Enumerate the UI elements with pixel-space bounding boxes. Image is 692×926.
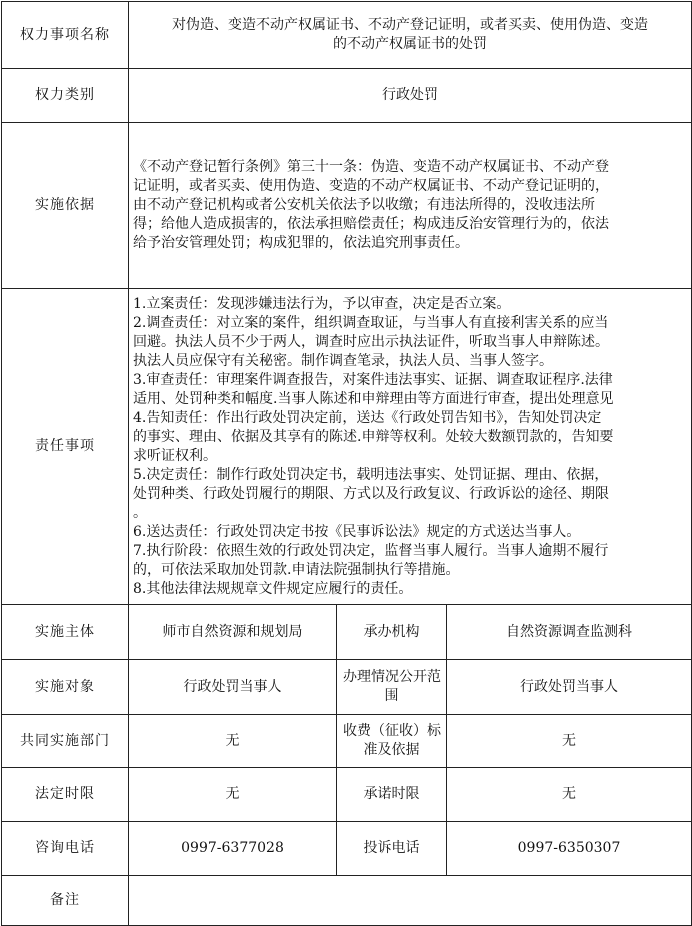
responsibility-line: 执法人员应保守有关秘密。制作调查笔录，执法人员、当事人签字。 (133, 352, 553, 369)
basis-line: 《不动产登记暂行条例》第三十一条：伪造、变造不动产权属证书、不动产登 (133, 159, 609, 175)
row-deadline (2, 768, 692, 822)
label-category: 权力类别 (2, 69, 129, 123)
row-remark (2, 876, 692, 926)
row-category (2, 69, 692, 123)
row-target (2, 660, 692, 715)
label-legal-deadline: 法定时限 (2, 768, 129, 822)
responsibility-line: 求听证权利。 (133, 447, 217, 464)
item-name-line: 对伪造、变造不动产权属证书、不动产登记证明，或者买卖、使用伪造、变造 (172, 17, 648, 33)
value-basis (129, 123, 692, 289)
label-basis: 实施依据 (2, 123, 129, 289)
disclosure-scope-line: 围 (384, 688, 399, 704)
label-target: 实施对象 (2, 660, 129, 715)
label-item-name: 权力事项名称 (2, 2, 129, 69)
value-promised-deadline: 无 (447, 768, 692, 822)
disclosure-scope-line: 办理情况公开范 (343, 669, 441, 685)
row-item-name (2, 2, 692, 69)
value-responsibility (129, 289, 692, 605)
label-disclosure-scope (337, 660, 447, 715)
value-remark (129, 876, 692, 926)
responsibility-line: 8.其他法律法规规章文件规定应履行的责任。 (133, 580, 413, 597)
value-disclosure-scope: 行政处罚当事人 (447, 660, 692, 715)
responsibility-line: 6.送达责任：行政处罚决定书按《民事诉讼法》规定的方式送达当事人。 (133, 523, 581, 540)
basis-line: 由不动产登记机构或者公安机关依法予以收缴；有违法所得的，没收违法所 (133, 197, 595, 213)
row-phone (2, 822, 692, 876)
item-name-line: 的不动产权属证书的处罚 (333, 36, 487, 52)
row-joint (2, 715, 692, 768)
value-handling-unit: 自然资源调查监测科 (447, 605, 692, 660)
label-remark: 备注 (2, 876, 129, 926)
responsibility-line: 的事实、理由、依据及其享有的陈述.申辩等权利。处较大数额罚款的，告知要 (133, 428, 614, 445)
responsibility-line: 适用、处罚种类和幅度.当事人陈述和申辩理由等方面进行审查，提出处理意见 (133, 390, 614, 407)
value-complaint-phone: 0997-6350307 (447, 822, 692, 876)
label-fee-basis (337, 715, 447, 768)
row-subject (2, 605, 692, 660)
label-complaint-phone: 投诉电话 (337, 822, 447, 876)
responsibility-line: 3.审查责任：审理案件调查报告，对案件违法事实、证据、调查取证程序.法律 (133, 371, 613, 388)
responsibility-line: 7.执行阶段：依照生效的行政处罚决定，监督当事人履行。当事人逾期不履行 (133, 542, 609, 559)
value-legal-deadline: 无 (129, 768, 337, 822)
label-responsibility: 责任事项 (2, 289, 129, 605)
value-joint-dept: 无 (129, 715, 337, 768)
label-consult-phone: 咨询电话 (2, 822, 129, 876)
basis-line: 记证明，或者买卖、使用伪造、变造的不动产权属证书、不动产登记证明的， (133, 178, 609, 194)
label-joint-dept: 共同实施部门 (2, 715, 129, 768)
value-fee-basis: 无 (447, 715, 692, 768)
row-basis (2, 123, 692, 289)
responsibility-line: 回避。执法人员不少于两人，调查时应出示执法证件，听取当事人申辩陈述。 (133, 333, 609, 350)
power-item-table (1, 1, 692, 926)
responsibility-line: 的，可依法采取加处罚款.申请法院强制执行等措施。 (133, 561, 460, 578)
responsibility-line: 4.告知责任：作出行政处罚决定前，送达《行政处罚告知书》，告知处罚决定 (133, 409, 602, 426)
responsibility-line: 1.立案责任：发现涉嫌违法行为，予以审查，决定是否立案。 (133, 295, 511, 312)
responsibility-line: 5.决定责任：制作行政处罚决定书，载明违法事实、处罚证据、理由、依据， (133, 466, 609, 483)
responsibility-line: 处罚种类、行政处罚履行的期限、方式以及行政复议、行政诉讼的途径、期限 (133, 485, 609, 502)
value-item-name (129, 2, 692, 69)
label-handling-unit: 承办机构 (337, 605, 447, 660)
basis-line: 给予治安管理处罚；构成犯罪的，依法追究刑事责任。 (133, 235, 469, 251)
label-subject: 实施主体 (2, 605, 129, 660)
fee-basis-line: 收费（征收）标 (343, 723, 441, 739)
value-subject: 师市自然资源和规划局 (129, 605, 337, 660)
basis-line: 得；给他人造成损害的，依法承担赔偿责任；构成违反治安管理行为的，依法 (133, 216, 609, 232)
responsibility-line: 。 (133, 504, 147, 521)
value-consult-phone: 0997-6377028 (129, 822, 337, 876)
row-responsibility (2, 289, 692, 605)
fee-basis-line: 准及依据 (363, 742, 420, 758)
label-promised-deadline: 承诺时限 (337, 768, 447, 822)
power-item-sheet (0, 1, 692, 924)
value-category: 行政处罚 (129, 69, 692, 123)
value-target: 行政处罚当事人 (129, 660, 337, 715)
responsibility-line: 2.调查责任：对立案的案件，组织调查取证，与当事人有直接利害关系的应当 (133, 314, 609, 331)
